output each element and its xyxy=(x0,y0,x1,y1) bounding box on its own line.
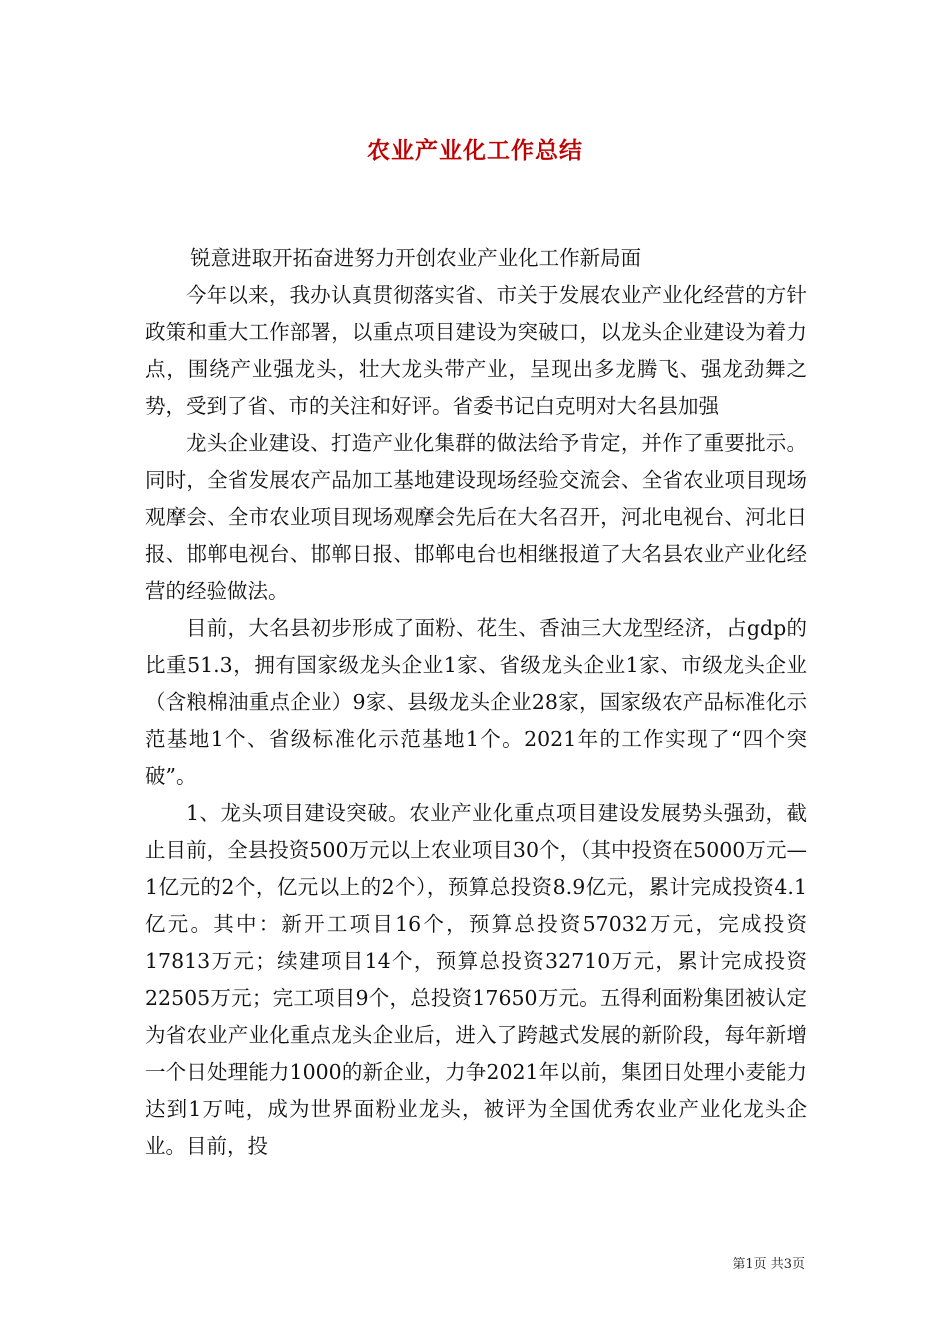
document-body xyxy=(145,240,807,1165)
document-subtitle: 锐意进取开拓奋进努力开创农业产业化工作新局面 xyxy=(190,246,642,270)
page-number: 第1页 共3页 xyxy=(732,1257,805,1272)
document-title: 农业产业化工作总结 xyxy=(367,137,583,164)
paragraph: 今年以来，我办认真贯彻落实省、市关于发展农业产业化经营的方针政策和重大工作部署，以重点项目建设为突破口，以龙头企业建设为着力点，围绕产业强龙头，壮大龙头带产业，呈现出多龙腾飞、强龙劲舞之势，受到了省、市的关注和好评。省委书记白克明对大名县加强 xyxy=(145,283,807,418)
paragraph: 1、龙头项目建设突破。农业产业化重点项目建设发展势头强劲，截止目前，全县投资500万元以上农业项目30个，（其中投资在5000万元—1亿元的2个，亿元以上的2个），预算总投资8.9亿元，累计完成投资4.1亿元。其中：新开工项目16个，预算总投资57032万元，完成投资17813万元；续建项目14个，预算总投资32710万元，累计完成投资22505万元；完工项目9个，总投资17650万元。五得利面粉集团被认定为省农业产业化重点龙头企业后，进入了跨越式发展的新阶段，每年新增一个日处理能力1000的新企业，力争2021年以前，集团日处理小麦能力达到1万吨，成为世界面粉业龙头，被评为全国优秀农业产业化龙头企业。目前，投 xyxy=(145,801,807,1158)
paragraph: 目前，大名县初步形成了面粉、花生、香油三大龙型经济，占gdp的比重51.3，拥有国家级龙头企业1家、省级龙头企业1家、市级龙头企业（含粮棉油重点企业）9家、县级龙头企业28家，国家级农产品标准化示范基地1个、省级标准化示范基地1个。2021年的工作实现了“四个突破”。 xyxy=(145,616,807,788)
paragraph: 龙头企业建设、打造产业化集群的做法给予肯定，并作了重要批示。同时，全省发展农产品加工基地建设现场经验交流会、全省农业项目现场观摩会、全市农业项目现场观摩会先后在大名召开，河北电视台、河北日报、邯郸电视台、邯郸日报、邯郸电台也相继报道了大名县农业产业化经营的经验做法。 xyxy=(145,431,807,603)
